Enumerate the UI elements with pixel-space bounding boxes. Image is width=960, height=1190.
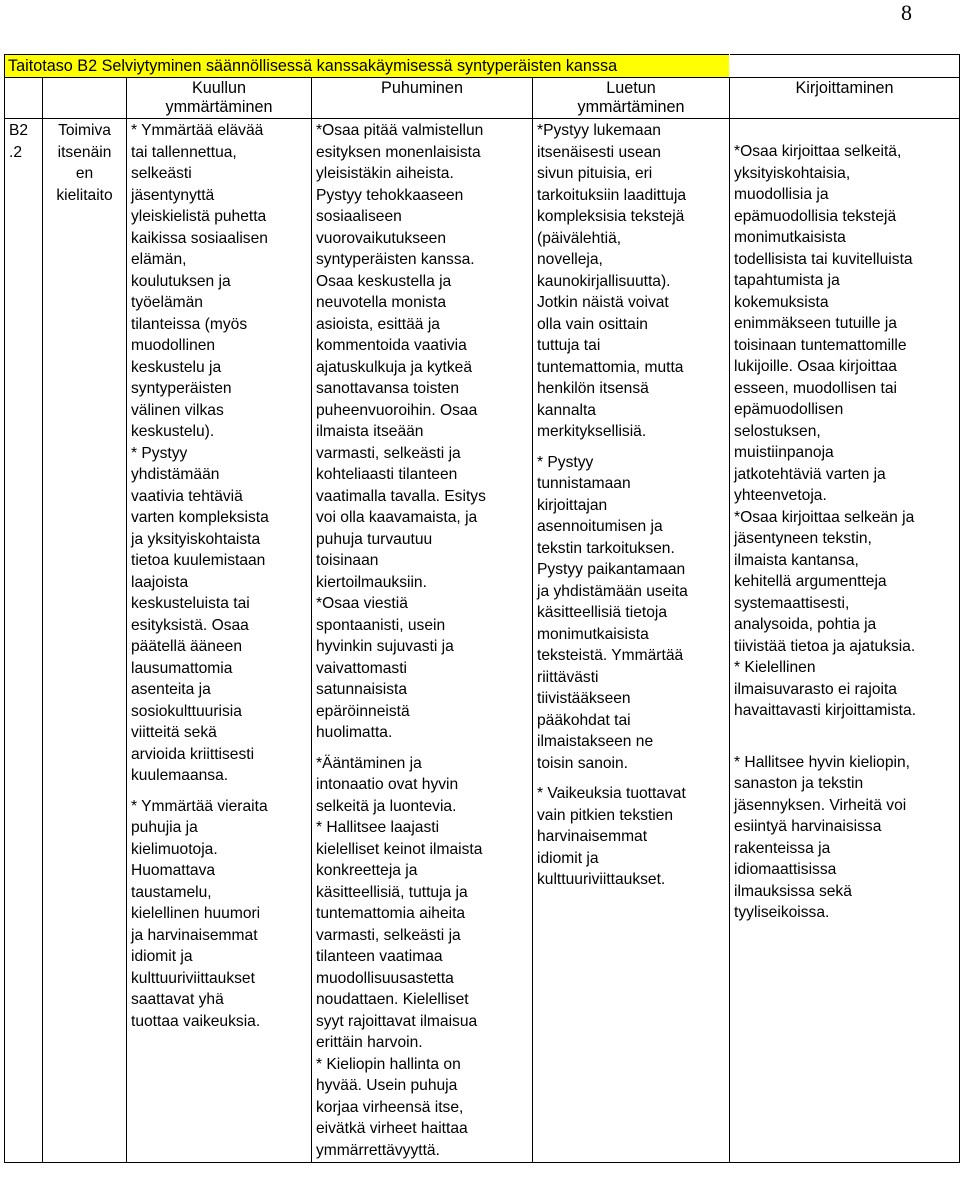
listening-cell <box>127 119 312 1163</box>
speaking-paragraph-1: *Osaa pitää valmistellun esityksen monenlaisista yleisistäkin aiheista. Pystyy tehokkaaseen sosiaaliseen vuorovaikutukseen syntyperäisten kanssa. Osaa keskustella ja neuvotella monista asioista, esittää ja kommentoida vaativia ajatuskulkuja ja kytkeä sanottavansa toisten puheenvuoroihin. Osaa ilmaista itseään varmasti, selkeästi ja kohteliaasti tilanteen vaatimalla tavalla. Esitys voi olla kaavamaista, ja puhuja turvautuu toisinaan kiertoilmauksiin. *Osaa viestiä spontaanisti, usein hyvinkin sujuvasti ja vaivattomasti satunnaisista epäröinneistä huolimatta. <box>316 122 486 741</box>
page-number: 8 <box>901 0 912 25</box>
header-writing: Kirjoittaminen <box>730 78 960 119</box>
speaking-cell <box>312 119 533 1163</box>
header-empty-description <box>43 78 127 119</box>
reading-paragraph-2: * Pystyy tunnistamaan kirjoittajan asennoitumisen ja tekstin tarkoituksen. Pystyy paikantamaan ja yhdistämään useita käsitteellisiä tietoja monimutkaisista teksteistä. Ymmärtää riittävästi tiivistääkseen pääkohdat tai ilmaistakseen ne toisin sanoin. <box>537 453 688 772</box>
level-description: Toimiva itsenäin en kielitaito <box>43 119 127 1163</box>
header-listening: Kuullun ymmärtäminen <box>127 78 312 119</box>
proficiency-table <box>4 54 960 1163</box>
level-code: B2 .2 <box>5 119 43 1163</box>
level-title: Taitotaso B2 Selviytyminen säännöllisessä kanssakäymisessä syntyperäisten kanssa <box>5 55 730 78</box>
header-row <box>5 78 960 119</box>
header-reading: Luetun ymmärtäminen <box>533 78 730 119</box>
header-speaking: Puhuminen <box>312 78 533 119</box>
listening-paragraph-1: * Ymmärtää elävää tai tallennettua, selkeästi jäsentynyttä yleiskielistä puhetta kaikissa sosiaalisen elämän, koulutuksen ja työelämän tilanteissa (myös muodollinen keskustelu ja syntyperäisten välinen vilkas keskustelu). * Pystyy yhdistämään vaativia tehtäviä varten kompleksista ja yksityiskohtaista tietoa kuulemistaan laajoista keskusteluista tai esityksistä. Osaa päätellä ääneen lausumattomia asenteita ja sosiokulttuurisia viitteitä sekä arvioida kriittisesti kuulemaansa. <box>131 122 269 784</box>
title-row <box>5 55 960 78</box>
writing-paragraph-1: *Osaa kirjoittaa selkeitä, yksityiskohtaisia, muodollisia ja epämuodollisia tekstejä monimutkaisista todellisista tai kuvitelluista tapahtumista ja kokemuksista enimmäkseen tutuille ja toisinaan tuntemattomille lukijoille. Osaa kirjoittaa esseen, muodollisen tai epämuodollisen selostuksen, muistiinpanoja jatkotehtäviä varten ja yhteenvetoja. *Osaa kirjoittaa selkeän ja jäsentyneen tekstin, ilmaista kantansa, kehitellä argumentteja systemaattisesti, analysoida, pohtia ja tiivistää tietoa ja ajatuksia. * Kielellinen ilmaisuvarasto ei rajoita havaittavasti kirjoittamista. <box>734 143 917 719</box>
reading-paragraph-3: * Vaikeuksia tuottavat vain pitkien tekstien harvinaisemmat idiomit ja kulttuuriviittaukset. <box>537 785 686 888</box>
listening-paragraph-2: * Ymmärtää vieraita puhujia ja kielimuotoja. Huomattava taustamelu, kielellinen huumori ja harvinaisemmat idiomit ja kulttuuriviittaukset saattavat yhä tuottaa vaikeuksia. <box>131 797 268 1030</box>
header-empty-level <box>5 78 43 119</box>
speaking-paragraph-2: *Ääntäminen ja intonaatio ovat hyvin selkeitä ja luontevia. * Hallitsee laajasti kielelliset keinot ilmaista konkreetteja ja käsitteellisiä, tuttuja ja tuntemattomia aiheita varmasti, selkeästi ja tilanteen vaatimaa muodollisuusastetta noudattaen. Kielelliset syyt rajoittavat ilmaisua erittäin harvoin. * Kieliopin hallinta on hyvää. Usein puhuja korjaa virheensä itse, eivätkä virheet haittaa ymmärrettävyyttä. <box>316 754 483 1159</box>
title-row-empty-cell <box>730 55 960 78</box>
writing-cell <box>730 119 960 1163</box>
writing-paragraph-2: * Hallitsee hyvin kieliopin, sanaston ja tekstin jäsennyksen. Virheitä voi esiintyä harvinaisissa rakenteissa ja idiomaattisissa ilmauksissa sekä tyyliseikoissa. <box>734 753 910 921</box>
reading-cell <box>533 119 730 1163</box>
reading-paragraph-1: *Pystyy lukemaan itsenäisesti usean sivun pituisia, eri tarkoituksiin laadittuja kompleksisia tekstejä (päivälehtiä, novelleja, kaunokirjallisuutta). Jotkin näistä voivat olla vain osittain tuttuja tai tuntemattomia, mutta henkilön itsensä kannalta merkityksellisiä. <box>537 122 687 440</box>
level-row-b2-2 <box>5 119 960 1163</box>
